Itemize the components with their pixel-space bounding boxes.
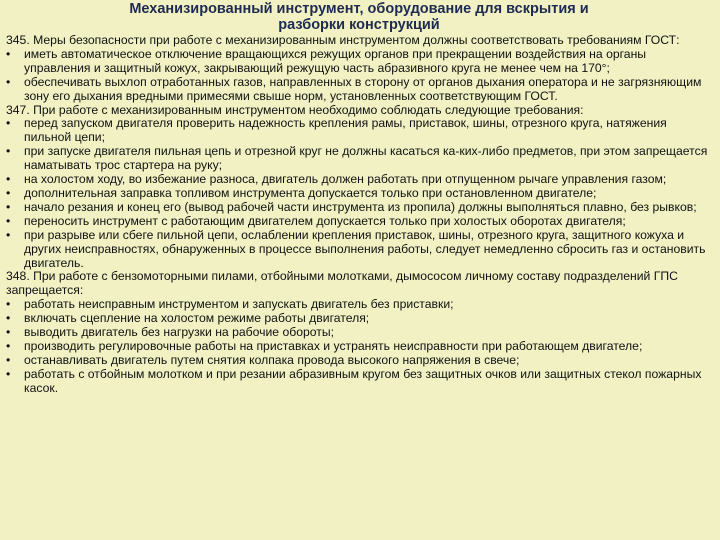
list-item bbox=[6, 368, 712, 396]
list-item-text: начало резания и конец его (вывод рабочей части инструмента из пропила) должны выполняться плавно, без рывков; bbox=[24, 199, 697, 214]
list-item bbox=[6, 201, 712, 215]
section-347-intro: 347. При работе с механизированным инструментом необходимо соблюдать следующие требования: bbox=[6, 102, 584, 117]
bullet-icon: • bbox=[6, 172, 11, 187]
list-item-text: на холостом ходу, во избежание разноса, двигатель должен работать при отпущенном рычаге управления газом; bbox=[24, 172, 667, 187]
list-item-text: работать с отбойным молотком и при резании абразивным кругом без защитных очков или защитных стекол пожарных касок. bbox=[24, 366, 702, 395]
bullet-icon: • bbox=[6, 116, 11, 131]
list-item bbox=[6, 187, 712, 201]
list-item-text: при запуске двигателя пильная цепь и отрезной круг не должны касаться ка-ких-либо предметов, при этом запрещается наматывать трос стартера на руку; bbox=[24, 144, 708, 173]
list-item bbox=[6, 340, 712, 354]
bullet-icon: • bbox=[6, 297, 11, 312]
title-line-2: разборки конструкций bbox=[278, 17, 440, 33]
section-348-intro: 348. При работе с бензомоторными пилами, отбойными молотками, дымососом личному составу подразделений ГПС запрещается: bbox=[6, 269, 678, 298]
bullet-icon: • bbox=[6, 366, 11, 381]
list-item bbox=[6, 229, 712, 271]
list-item-text: переносить инструмент с работающим двигателем допускается только при холостых оборотах двигателя; bbox=[24, 213, 626, 228]
bullet-icon: • bbox=[6, 311, 11, 326]
bullet-icon: • bbox=[6, 74, 11, 89]
bullet-icon: • bbox=[6, 325, 11, 340]
list-item bbox=[6, 117, 712, 145]
list-item bbox=[6, 48, 712, 76]
list-item bbox=[6, 215, 712, 229]
bullet-icon: • bbox=[6, 185, 11, 200]
list-item bbox=[6, 298, 712, 312]
section-345-list bbox=[6, 48, 712, 104]
section-345-intro: 345. Меры безопасности при работе с механизированным инструментом должны соответствовать требованиям ГОСТ: bbox=[6, 33, 680, 47]
list-item-text: обеспечивать выхлоп отработанных газов, направленных в сторону от органов дыхания оператора и не загрязняющим зону его дыхания вредными примесями свыше норм, установленных соответствующим ГОСТ. bbox=[24, 74, 702, 103]
bullet-icon: • bbox=[6, 144, 11, 159]
list-item bbox=[6, 312, 712, 326]
list-item-text: включать сцепление на холостом режиме работы двигателя; bbox=[24, 311, 370, 326]
list-item-text: работать неисправным инструментом и запускать двигатель без приставки; bbox=[24, 297, 454, 312]
bullet-icon: • bbox=[6, 338, 11, 353]
list-item bbox=[6, 76, 712, 104]
list-item-text: перед запуском двигателя проверить надежность крепления рамы, приставок, шины, отрезного круга, натяжения пильной цепи; bbox=[24, 116, 667, 145]
list-item-text: выводить двигатель без нагрузки на рабочие обороты; bbox=[24, 325, 335, 340]
list-item-text: производить регулировочные работы на приставках и устранять неисправности при работающем двигателе; bbox=[24, 338, 643, 353]
document-body bbox=[6, 34, 712, 396]
list-item bbox=[6, 326, 712, 340]
page-title bbox=[6, 0, 712, 33]
bullet-icon: • bbox=[6, 46, 11, 61]
section-347-list bbox=[6, 117, 712, 270]
section-348-list bbox=[6, 298, 712, 395]
list-item-text: останавливать двигатель путем снятия колпака провода высокого напряжения в свече; bbox=[24, 352, 520, 367]
bullet-icon: • bbox=[6, 199, 11, 214]
list-item-text: дополнительная заправка топливом инструмента допускается только при остановленном двигателе; bbox=[24, 185, 597, 200]
list-item bbox=[6, 354, 712, 368]
list-item bbox=[6, 145, 712, 173]
bullet-icon: • bbox=[6, 227, 11, 242]
list-item bbox=[6, 173, 712, 187]
bullet-icon: • bbox=[6, 213, 11, 228]
bullet-icon: • bbox=[6, 352, 11, 367]
title-line-1: Механизированный инструмент, оборудование для вскрытия и bbox=[129, 1, 589, 17]
list-item-text: при разрыве или сбеге пильной цепи, ослаблении крепления приставок, шины, отрезного круга, защитного кожуха и других неисправностях, обнаруженных в процессе выполнения работы, следует немедленно сбросить газ и остановить двигатель. bbox=[24, 227, 706, 270]
list-item-text: иметь автоматическое отключение вращающихся режущих органов при прекращении воздействия на органы управления и защитный кожух, закрывающий режущую часть абразивного круга не менее чем на 170°; bbox=[24, 46, 647, 75]
